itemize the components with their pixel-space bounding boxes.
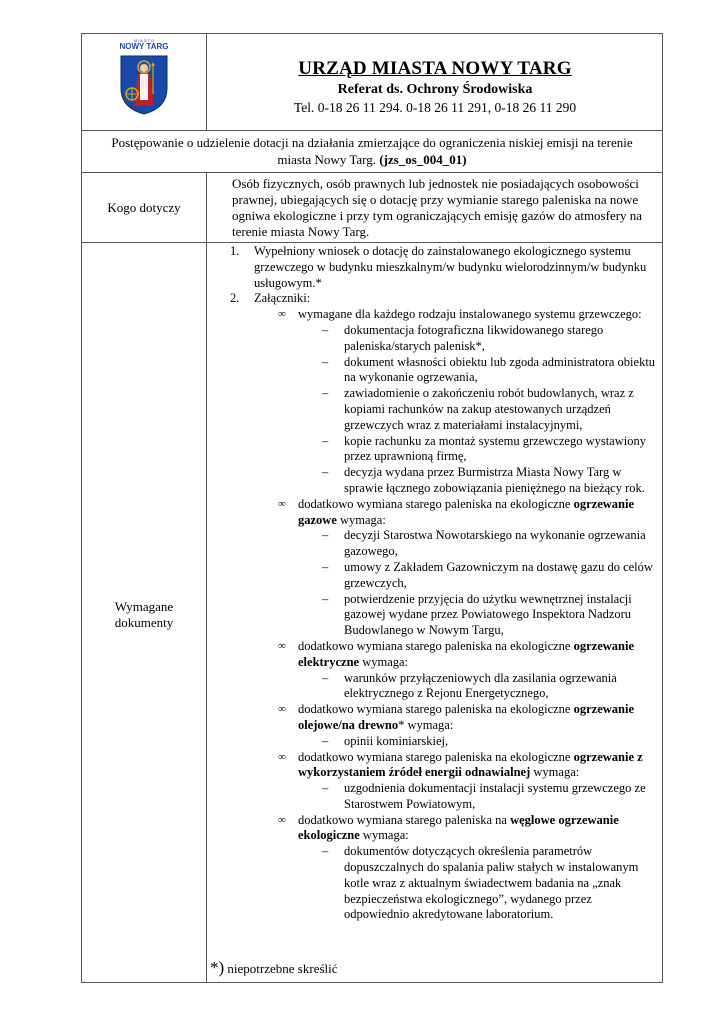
dash-bullet-icon: – <box>322 386 329 401</box>
bullet-item <box>212 307 660 323</box>
dash-item <box>212 528 660 560</box>
dash-text: decyzja wydana przez Burmistrza Miasta Nowy Targ w sprawie łącznego zobowiązania pieniężnego na bieżący rok. <box>344 465 645 495</box>
documents-list <box>212 244 660 923</box>
dash-text: kopie rachunku za montaż systemu grzewczego wystawiony przez uprawnioną firmę, <box>344 433 646 464</box>
footnote-marker: *) <box>210 958 225 977</box>
bullet-text: dodatkowo wymiana starego paleniska na węglowe ogrzewanie ekologiczne wymaga: <box>298 812 619 843</box>
who-label: Kogo dotyczy <box>107 200 181 215</box>
procedure-line-1: Postępowanie o udzielenie dotacji na działania zmierzające do ograniczenia niskiej emisji na terenie <box>111 135 633 150</box>
phone-numbers: Tel. 0-18 26 11 294. 0-18 26 11 291, 0-18 26 11 290 <box>293 100 577 115</box>
dash-item <box>212 434 660 466</box>
dash-item <box>212 592 660 639</box>
dash-text: decyzji Starostwa Nowotarskiego na wykonanie ogrzewania gazowego, <box>344 528 646 559</box>
dash-bullet-icon: – <box>322 322 329 337</box>
dash-item <box>212 560 660 592</box>
logo-small-text: M I A S T O <box>133 38 155 43</box>
dash-bullet-icon: – <box>322 354 329 369</box>
bullet-item <box>212 813 660 845</box>
item-text: Załączniki: <box>254 291 311 306</box>
dash-bullet-icon: – <box>322 670 329 685</box>
infinity-bullet-icon: ∞ <box>278 703 286 716</box>
office-title: URZĄD MIASTA NOWY TARG <box>298 58 572 79</box>
list-item <box>212 244 660 291</box>
document-table <box>81 33 663 983</box>
procedure-title <box>86 134 658 172</box>
dash-text: dokumentów dotyczących określenia parametrów dopuszczalnych do spalania paliw stałych w instalowanym kotle wraz z aktualnym świadectwem badania na „znak bezpieczeństwa ekologicznego”, wydanego przez odpowiednio akredytowane laboratorium. <box>344 844 639 922</box>
header-col-divider <box>206 34 207 130</box>
bullet-item <box>212 497 660 529</box>
procedure-code: (jzs_os_004_01) <box>379 152 467 167</box>
header-divider <box>82 130 662 131</box>
list-item <box>212 291 660 307</box>
bullet-text: dodatkowo wymiana starego paleniska na ekologiczne ogrzewanie z wykorzystaniem źródeł energii odnawialnej wymaga: <box>298 749 643 780</box>
dash-text: dokumentacja fotograficzna likwidowanego starego paleniska/starych palenisk*, <box>344 322 604 353</box>
item-text: Wypełniony wniosek o dotację do zainstalowanego ekologicznego systemu grzewczego w budynku mieszkalnym/w budynku wielorodzinnym/w budynku usługowym.* <box>254 244 647 290</box>
dash-item <box>212 323 660 355</box>
procedure-divider <box>82 172 662 173</box>
dash-bullet-icon: – <box>322 559 329 574</box>
footnote-text: niepotrzebne skreślić <box>224 961 338 976</box>
dash-bullet-icon: – <box>322 465 329 480</box>
dash-item <box>212 465 660 497</box>
dash-text: opinii kominiarskiej, <box>344 733 449 748</box>
dash-item <box>212 781 660 813</box>
dash-item <box>212 386 660 433</box>
dash-bullet-icon: – <box>322 733 329 748</box>
dash-text: warunków przyłączeniowych dla zasilania ogrzewania elektrycznego z Rejonu Energetycznego, <box>344 670 617 701</box>
dash-bullet-icon: – <box>322 433 329 448</box>
infinity-bullet-icon: ∞ <box>278 813 286 826</box>
procedure-city: miasta Nowy Targ. <box>277 152 380 167</box>
bullet-item <box>212 750 660 782</box>
logo-caption: NOWY TARG <box>119 42 169 51</box>
dash-bullet-icon: – <box>322 591 329 606</box>
dash-text: uzgodnienia dokumentacji instalacji systemu grzewczego ze Starostwem Powiatowym, <box>344 781 646 811</box>
dash-item <box>212 844 660 923</box>
dash-bullet-icon: – <box>322 844 329 859</box>
logo-cell <box>82 34 206 130</box>
infinity-bullet-icon: ∞ <box>278 308 286 321</box>
bullet-item <box>212 639 660 671</box>
office-header <box>208 34 662 130</box>
department-name: Referat ds. Ochrony Środowiska <box>337 82 533 97</box>
bullet-item <box>212 702 660 734</box>
dash-bullet-icon: – <box>322 528 329 543</box>
bullet-text: wymagane dla każdego rodzaju instalowanego systemu grzewczego: <box>298 307 642 322</box>
city-crest-icon <box>119 54 169 116</box>
item-number: 2. <box>230 291 240 306</box>
who-divider <box>82 242 662 243</box>
body-col-divider <box>206 172 207 982</box>
dash-item <box>212 671 660 703</box>
who-text: Osób fizycznych, osób prawnych lub jednostek nie posiadających osobowości prawnej, ubiegających się o dotację przy wymianie starego paleniska na nowe ogniwa ekologiczne i przy tym ograniczających emisję gazów do atmosfery na terenie miasta Nowy Targ. <box>232 176 643 239</box>
dash-text: umowy z Zakładem Gazowniczym na dostawę gazu do celów grzewczych, <box>344 559 653 590</box>
dash-item <box>212 734 660 750</box>
bullet-text: dodatkowo wymiana starego paleniska na ekologiczne ogrzewanie olejowe/na drewno* wymaga: <box>298 702 635 732</box>
bullet-text: dodatkowo wymiana starego paleniska na ekologiczne ogrzewanie elektryczne wymaga: <box>298 638 635 669</box>
dash-item <box>212 355 660 387</box>
dash-text: zawiadomienie o zakończeniu robót budowlanych, wraz z kopiami rachunków na zakup atestowanych urządzeń grzewczych wraz z materiałami instalacyjnymi, <box>344 386 634 432</box>
infinity-bullet-icon: ∞ <box>278 750 286 763</box>
dash-text: dokument własności obiektu lub zgoda administratora obiektu na wykonanie ogrzewania, <box>344 354 656 385</box>
item-number: 1. <box>230 244 240 258</box>
infinity-bullet-icon: ∞ <box>278 639 286 652</box>
dash-bullet-icon: – <box>322 781 329 796</box>
infinity-bullet-icon: ∞ <box>278 497 286 510</box>
dash-text: potwierdzenie przyjęcia do użytku wewnętrznej instalacji gazowej wydane przez Powiatowego Inspektora Nadzoru Budowlanego w Nowym Targu, <box>344 591 632 638</box>
footnote <box>210 958 338 978</box>
bullet-text: dodatkowo wymiana starego paleniska na ekologiczne ogrzewanie gazowe wymaga: <box>298 496 635 527</box>
procedure-line-2 <box>86 151 658 168</box>
docs-label: Wymagane dokumenty <box>114 599 174 630</box>
